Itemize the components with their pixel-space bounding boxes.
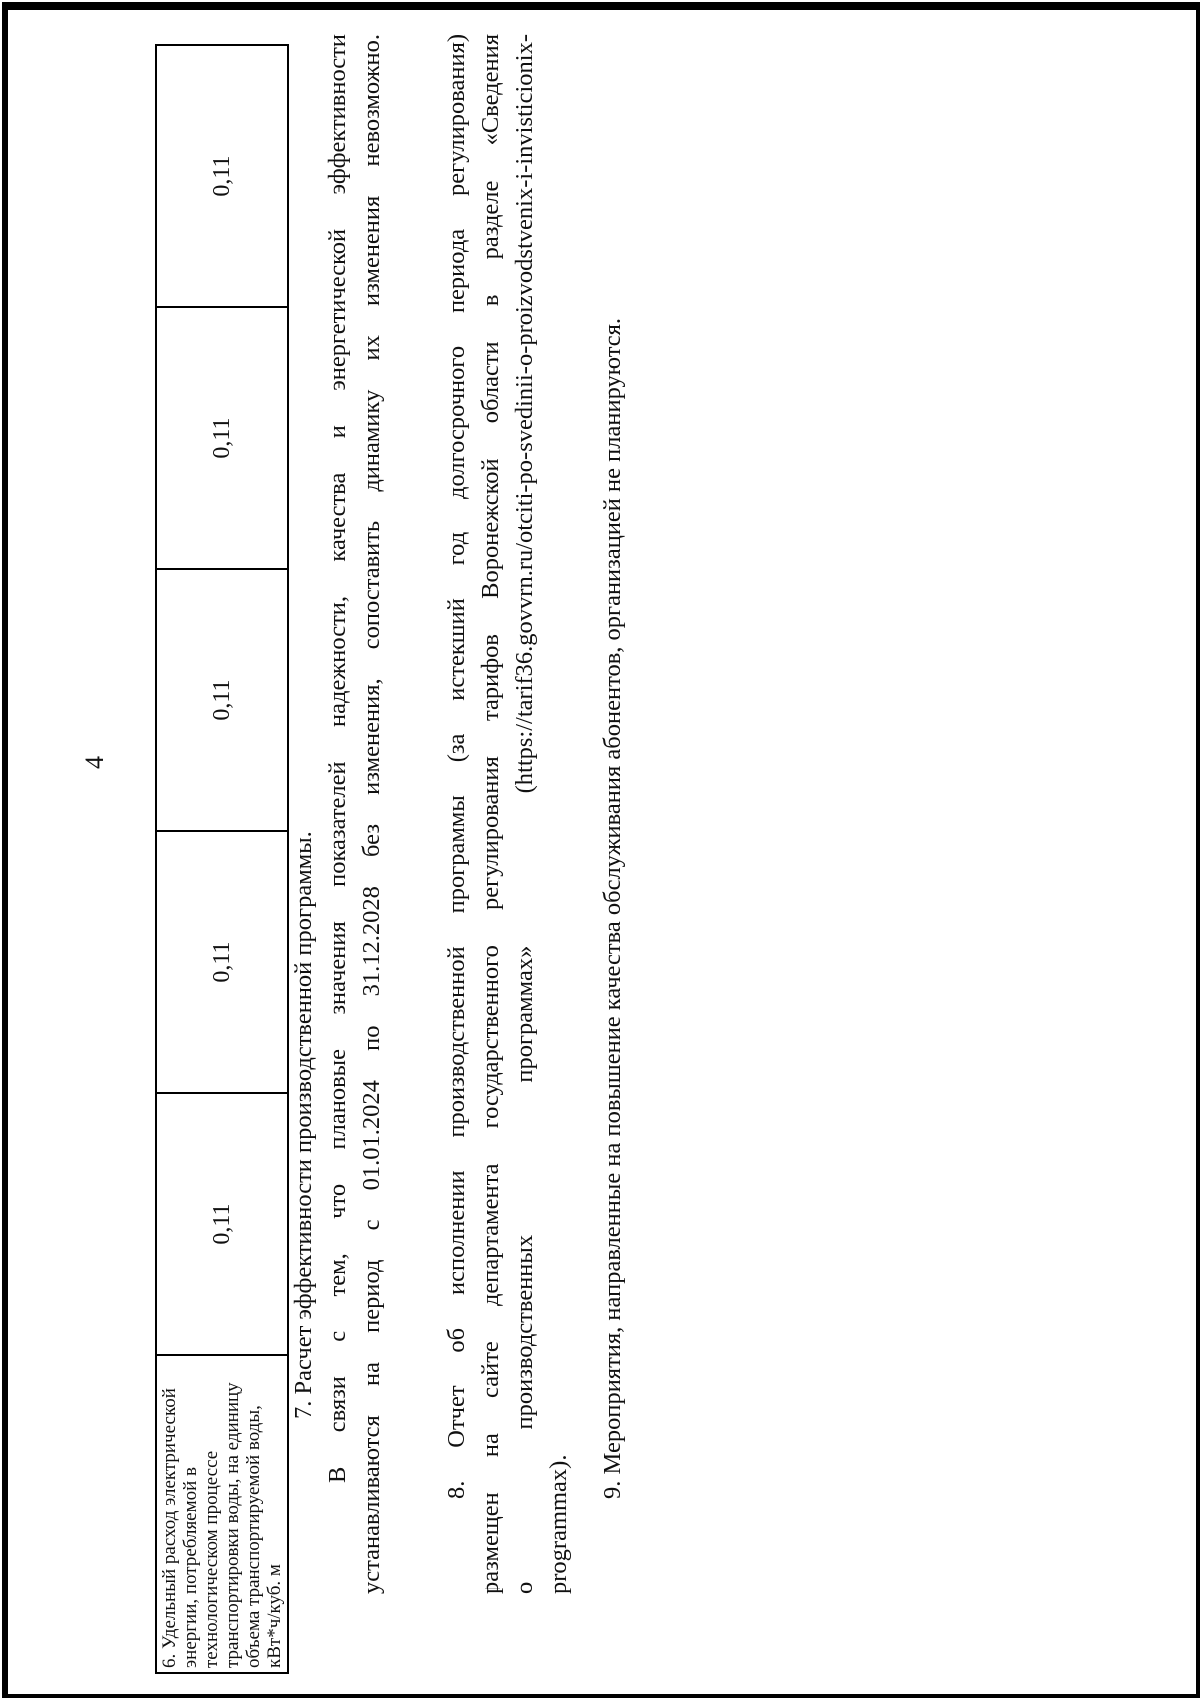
page-number: 4	[80, 756, 109, 769]
table-row	[156, 45, 288, 1673]
indicator-value-4: 0,11	[156, 307, 288, 569]
section-8-line-1: 8. Отчет об исполнении производственной программы (за истекший год долгосрочного периода регулирования)	[443, 34, 470, 1499]
indicator-value-1: 0,11	[156, 1093, 288, 1355]
section-9	[596, 34, 630, 1594]
section-7-line-2: устанавливаются на период с 01.01.2024 по 31.12.2028 без изменения, сопоставить динамику их изменения невозможно.	[358, 34, 385, 1594]
section-8-line-2: размещен на сайте департамента государственного регулирования тарифов Воронежской области в разделе «Сведения	[477, 34, 504, 1594]
indicator-table	[155, 44, 289, 1674]
indicator-value-3: 0,11	[156, 569, 288, 831]
section-7-title: 7. Расчет эффективности производственной программы.	[290, 831, 317, 1419]
section-7	[287, 34, 389, 1594]
section-8	[440, 34, 576, 1594]
section-7-line-1: В связи с тем, что плановые значения показателей надежности, качества и энергетической эффективности	[324, 34, 351, 1483]
indicator-label: 6. Удельный расход электрической энергии, потребляемой в технологическом процессе транспортировки воды, на единицу объема транспортируемой воды, кВт*ч/куб. м	[156, 1355, 288, 1673]
section-8-line-3: о производственных программах» (https://tarif36.govvrn.ru/otciti-po-svedinii-o-proizvodstvenix-i-invisticionix-	[511, 34, 538, 1594]
section-9-title: 9. Мероприятия, направленные на повышение качества обслуживания абонентов, организацией не планируются.	[599, 317, 626, 1499]
indicator-value-2: 0,11	[156, 831, 288, 1093]
indicator-value-5: 0,11	[156, 45, 288, 307]
section-8-line-4: programmax).	[545, 1454, 572, 1594]
